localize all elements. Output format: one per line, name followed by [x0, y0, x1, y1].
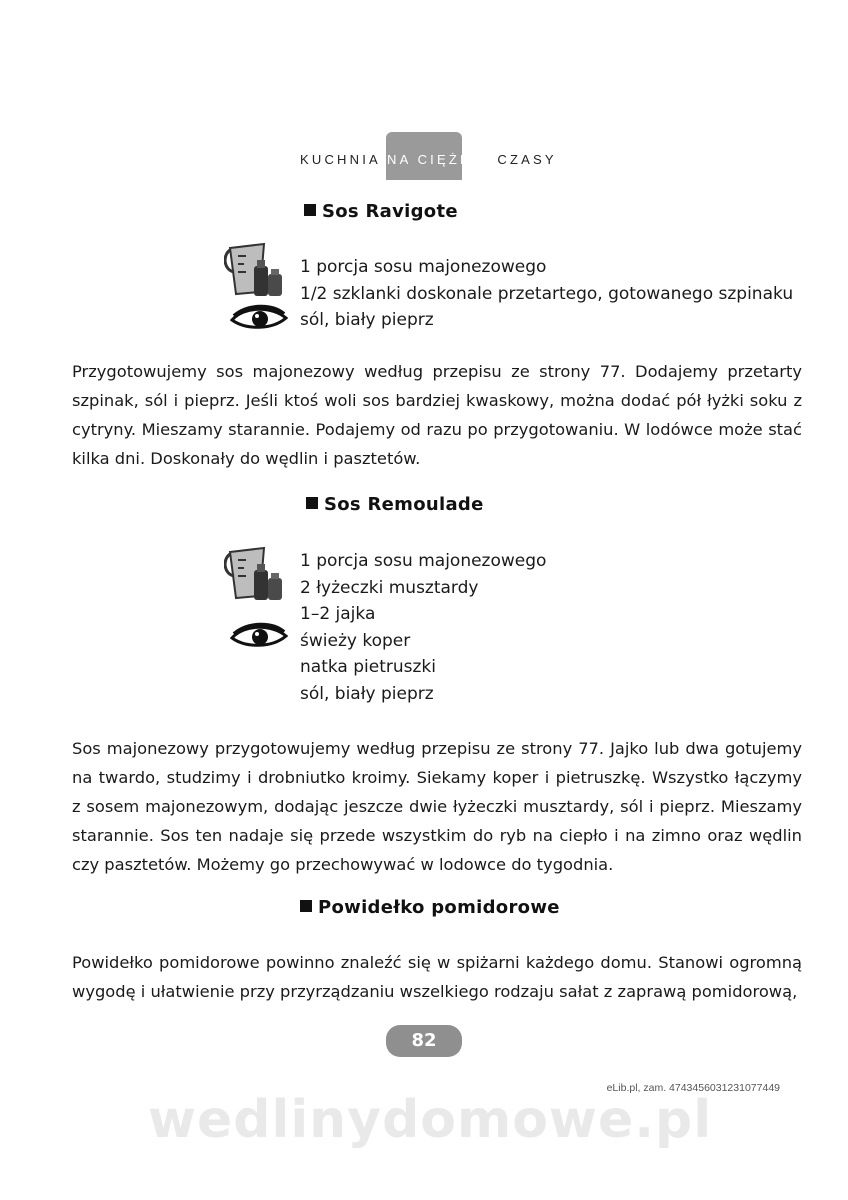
recipe-title-text: Sos Ravigote	[322, 201, 458, 222]
recipe-description: Sos majonezowy przygotowujemy według przepisu ze strony 77. Jajko lub dwa gotujemy na twardo, studzimy i drobniutko kroimy. Siekamy koper i pietruszkę. Wszystko łączymy z sosem majonezowym, dodając jeszcze dwie łyżeczki musztardy, sól i pieprz. Mieszamy starannie. Sos ten nadaje się przede wszystkim do ryb na ciepło i na zimno oraz wędlin czy pasztetów. Możemy go przechowywać w lodowce do tygodnia.	[72, 739, 802, 874]
ingredients-list	[300, 254, 793, 334]
recipe-title	[306, 494, 484, 515]
recipe-title	[304, 201, 458, 222]
ingredient-item: 1 porcja sosu majonezowego	[300, 257, 547, 277]
recipe-title-text: Powidełko pomidorowe	[318, 897, 560, 918]
ingredient-item: 1–2 jajka	[300, 604, 376, 624]
ingredient-item: 1/2 szklanki doskonale przetartego, gotowanego szpinaku	[300, 283, 794, 304]
ingredient-item: 1 porcja sosu majonezowego	[300, 551, 547, 571]
watermark: wedlinydomowe.pl	[147, 1090, 713, 1150]
measuring-jug-icon	[224, 544, 286, 604]
ingredient-item: sól, biały pieprz	[300, 310, 434, 330]
header-title-part2: NA CIĘŻKIE	[387, 152, 491, 167]
bullet-square	[304, 204, 316, 216]
running-header	[300, 152, 560, 172]
elib-order-line: eLib.pl, zam. 4743456031231077449	[606, 1082, 780, 1094]
recipe-title	[300, 897, 560, 918]
recipe-description: Przygotowujemy sos majonezowy według przepisu ze strony 77. Dodajemy przetarty szpinak, sól i pieprz. Jeśli ktoś woli sos bardziej kwaskowy, można dodać pół łyżki soku z cytryny. Mieszamy starannie. Podajemy od razu po przygotowaniu. W lodówce może stać kilka dni. Doskonały do wędlin i pasztetów.	[72, 362, 802, 468]
header-title-part1: KUCHNIA	[300, 152, 381, 167]
bullet-square	[300, 900, 312, 912]
eye-icon	[230, 304, 288, 332]
header-title-part3: CZASY	[497, 152, 557, 167]
ingredient-item: świeży koper	[300, 630, 411, 651]
ingredient-item: sól, biały pieprz	[300, 683, 434, 704]
recipe-description: Powidełko pomidorowe powinno znaleźć się w spiżarni każdego domu. Stanowi ogromną wygodę i ułatwienie przy przyrządzaniu wszelkiego rodzaju sałat z zaprawą pomidorową,	[72, 953, 802, 1001]
ingredients-list	[300, 548, 546, 707]
page-number: 82	[411, 1030, 437, 1051]
ingredient-item: natka pietruszki	[300, 657, 436, 677]
ingredient-item: 2 łyżeczki musztardy	[300, 577, 479, 598]
bullet-square	[306, 497, 318, 509]
measuring-jug-icon	[224, 240, 286, 300]
recipe-title-text: Sos Remoulade	[324, 494, 484, 515]
eye-icon	[230, 622, 288, 650]
